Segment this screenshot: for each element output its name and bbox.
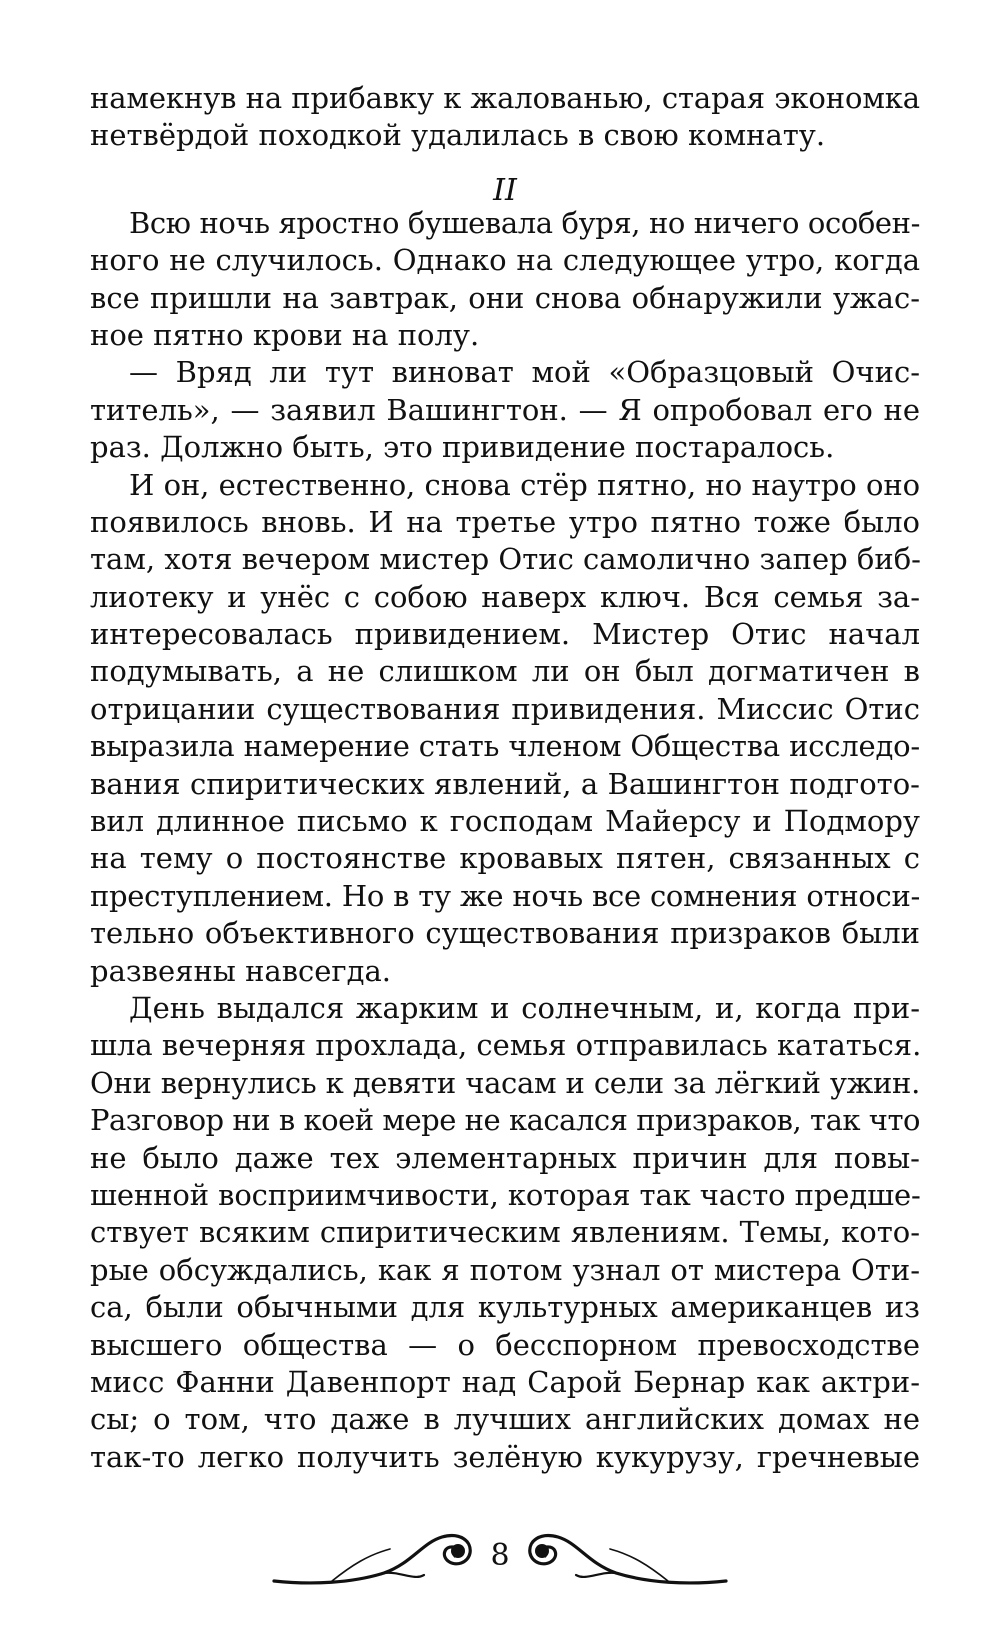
paragraph [90, 990, 920, 1476]
paragraph-continuation [90, 80, 920, 155]
section-heading: II [493, 172, 517, 208]
text-line: — Вряд ли тут виноват мой «Образцовый Очис- [129, 355, 920, 390]
text-line: не было даже тех элементарных причин для повы- [90, 1140, 920, 1175]
text-line: развеяны навсегда. [90, 953, 391, 988]
page-number: 8 [490, 1538, 510, 1573]
text-line: нетвёрдой походкой удалилась в свою комнату. [90, 118, 826, 153]
text-line: шла вечерняя прохлада, семья отправилась кататься. [90, 1028, 922, 1063]
text-line: Разговор ни в коей мере не касался призраков, так что [90, 1103, 920, 1138]
flourish-left-icon [272, 1525, 502, 1595]
text-line: все пришли на завтрак, они снова обнаружили ужас- [90, 280, 920, 315]
paragraph [90, 467, 920, 990]
text-line: Они вернулись к девяти часам и сели за лёгкий ужин. [90, 1065, 920, 1100]
text-line: вил длинное письмо к господам Майерсу и Подмору [90, 804, 920, 839]
text-line: тельно объективного существования призраков были [90, 916, 920, 951]
text-line: вания спиритических явлений, а Вашингтон подгото- [90, 766, 920, 801]
text-line: намекнув на прибавку к жалованью, старая экономка [90, 81, 920, 115]
text-line: высшего общества — о бесспорном превосходстве [90, 1327, 920, 1362]
paragraph-dialogue [90, 354, 920, 466]
text-line: выразила намерение стать членом Общества исследо- [90, 729, 920, 764]
body-text [90, 80, 920, 1476]
text-line: рые обсуждались, как я потом узнал от мистера Оти- [90, 1252, 920, 1287]
text-line: сы; о том, что даже в лучших английских домах не [90, 1402, 920, 1437]
text-line: Всю ночь яростно бушевала буря, но ничего особен- [129, 205, 920, 240]
text-line: День выдался жарким и солнечным, и, когда при- [129, 990, 920, 1025]
text-line: преступлением. Но в ту же ночь все сомнения относи- [90, 878, 920, 913]
text-line: подумывать, а не слишком ли он был догматичен в [90, 654, 920, 689]
text-line: ствует всяким спиритическим явлениям. Темы, кото- [90, 1215, 920, 1250]
text-line: И он, естественно, снова стёр пятно, но наутро оно [129, 467, 920, 502]
text-line: так-то легко получить зелёную кукурузу, гречневые [90, 1439, 920, 1474]
text-line: интересовалась привидением. Мистер Отис начал [90, 617, 920, 652]
text-line: раз. Должно быть, это привидение постаралось. [90, 430, 835, 465]
text-line: лиотеку и унёс с собою наверх ключ. Вся семья за- [90, 579, 920, 614]
text-line: там, хотя вечером мистер Отис самолично запер биб- [90, 542, 921, 577]
text-line: шенной восприимчивости, которая так часто предше- [90, 1177, 921, 1212]
text-line: титель», — заявил Вашингтон. — Я опробовал его не [90, 392, 920, 427]
text-line: мисс Фанни Давенпорт над Сарой Бернар как актри- [90, 1364, 920, 1399]
text-line: са, были обычными для культурных американцев из [90, 1290, 920, 1325]
text-line: ного не случилось. Однако на следующее утро, когда [90, 243, 920, 278]
paragraph [90, 205, 920, 355]
flourish-right-icon [498, 1525, 728, 1595]
text-line: ное пятно крови на полу. [90, 317, 480, 352]
text-line: отрицании существования привидения. Миссис Отис [90, 691, 920, 726]
page-footer [0, 1525, 1000, 1595]
text-line: на тему о постоянстве кровавых пятен, связанных с [90, 841, 920, 876]
text-line: появилось вновь. И на третье утро пятно тоже было [90, 504, 920, 539]
